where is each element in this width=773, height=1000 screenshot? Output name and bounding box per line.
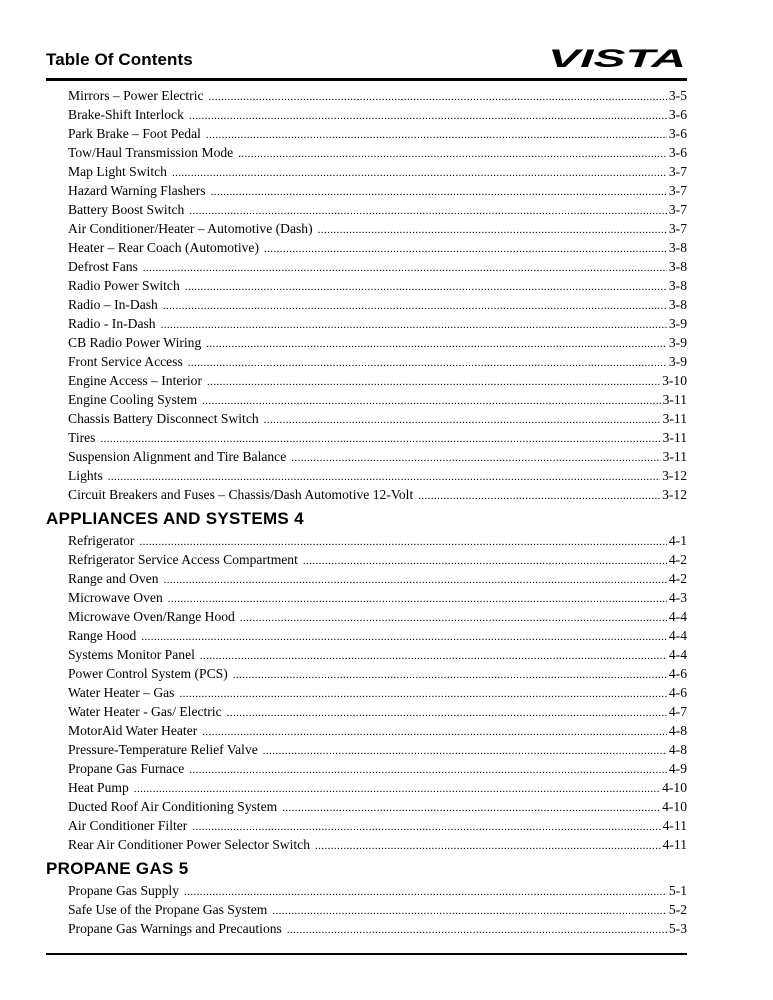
toc-entry-page: 4-6 — [668, 685, 687, 700]
toc-entry[interactable] — [68, 447, 687, 466]
page-title: Table Of Contents — [46, 50, 193, 69]
toc-entry[interactable] — [68, 276, 687, 295]
toc-entry-title: Heat Pump — [68, 780, 129, 795]
dot-leader — [179, 685, 666, 702]
toc-entry-title: Brake-Shift Interlock — [68, 107, 184, 122]
dot-leader — [168, 590, 667, 607]
toc-entry-page: 4-10 — [662, 799, 687, 814]
toc-entry-page: 3-11 — [662, 411, 687, 426]
toc-entry-title: Defrost Fans — [68, 259, 138, 274]
toc-entry-page: 4-8 — [668, 742, 687, 757]
toc-entry[interactable] — [68, 569, 687, 588]
toc-entry-title: Lights — [68, 468, 103, 483]
toc-entry[interactable] — [68, 162, 687, 181]
toc-entry-page: 4-11 — [662, 837, 687, 852]
dot-leader — [207, 373, 660, 390]
toc-entry-title: Circuit Breakers and Fuses – Chassis/Dash Automotive 12-Volt — [68, 487, 414, 502]
toc-entry-page: 5-1 — [668, 883, 687, 898]
page-header — [46, 44, 686, 78]
dot-leader — [206, 126, 667, 143]
toc-entry-page: 5-3 — [668, 921, 687, 936]
dot-leader — [211, 183, 667, 200]
toc-entry-page: 3-7 — [668, 164, 687, 179]
toc-entry-page: 3-8 — [668, 297, 687, 312]
toc-entry-title: Hazard Warning Flashers — [68, 183, 206, 198]
toc-entry-title: Tires — [68, 430, 96, 445]
toc-entry-page: 3-8 — [668, 259, 687, 274]
dot-leader — [189, 107, 667, 124]
dot-leader — [161, 316, 667, 333]
toc-entry-title: Microwave Oven — [68, 590, 163, 605]
dot-leader — [272, 902, 667, 919]
toc-entry-title: Air Conditioner/Heater – Automotive (Dash) — [68, 221, 313, 236]
toc-entry[interactable] — [68, 900, 687, 919]
toc-entry[interactable] — [68, 86, 687, 105]
toc-entry-title: Safe Use of the Propane Gas System — [68, 902, 268, 917]
toc-entry-title: Water Heater - Gas/ Electric — [68, 704, 222, 719]
toc-entry[interactable] — [68, 390, 687, 409]
vista-logo — [546, 46, 688, 70]
toc-entry[interactable] — [68, 466, 687, 485]
dot-leader — [200, 647, 667, 664]
toc-entry-title: Battery Boost Switch — [68, 202, 185, 217]
dot-leader — [163, 297, 667, 314]
toc-entry-page: 4-9 — [668, 761, 687, 776]
logo-text: VISTA — [548, 46, 686, 70]
toc-entry-title: Propane Gas Furnace — [68, 761, 185, 776]
toc-entry-title: Microwave Oven/Range Hood — [68, 609, 235, 624]
dot-leader — [143, 259, 667, 276]
toc-entry-title: Ducted Roof Air Conditioning System — [68, 799, 278, 814]
toc-entry-page: 4-7 — [668, 704, 687, 719]
toc-entry-title: Refrigerator — [68, 533, 135, 548]
toc-entry-page: 3-6 — [668, 145, 687, 160]
toc-entry-title: Rear Air Conditioner Power Selector Switch — [68, 837, 310, 852]
toc-entry[interactable] — [68, 143, 687, 162]
toc-entry[interactable] — [68, 740, 687, 759]
toc-entry-title: Mirrors – Power Electric — [68, 88, 204, 103]
toc-entry[interactable] — [68, 626, 687, 645]
dot-leader — [282, 799, 660, 816]
toc-entry[interactable] — [68, 683, 687, 702]
section-heading: APPLIANCES AND SYSTEMS 4 — [46, 509, 304, 528]
dot-leader — [240, 609, 667, 626]
dot-leader — [318, 221, 667, 238]
toc-entry-title: Pressure-Temperature Relief Valve — [68, 742, 258, 757]
toc-entry-title: Engine Access – Interior — [68, 373, 203, 388]
toc-entry-page: 3-9 — [668, 316, 687, 331]
toc-entry-title: Systems Monitor Panel — [68, 647, 195, 662]
toc-entry-title: Water Heater – Gas — [68, 685, 175, 700]
toc-entry[interactable] — [68, 333, 687, 352]
toc-entry-title: Refrigerator Service Access Compartment — [68, 552, 298, 567]
dot-leader — [164, 571, 667, 588]
toc-entry-title: Propane Gas Supply — [68, 883, 180, 898]
toc-entry[interactable] — [68, 607, 687, 626]
dot-leader — [108, 468, 660, 485]
toc-entry-page: 4-4 — [668, 628, 687, 643]
toc-entry-title: Radio – In-Dash — [68, 297, 158, 312]
toc-entry[interactable] — [68, 200, 687, 219]
dot-leader — [291, 449, 660, 466]
toc-entry-page: 3-8 — [668, 240, 687, 255]
toc-entry-page: 4-1 — [668, 533, 687, 548]
toc-entry[interactable] — [68, 295, 687, 314]
table-of-contents — [46, 86, 687, 938]
toc-entry[interactable] — [68, 881, 687, 900]
toc-entry[interactable] — [68, 219, 687, 238]
dot-leader — [192, 818, 660, 835]
toc-entry-page: 4-3 — [668, 590, 687, 605]
dot-leader — [418, 487, 660, 504]
toc-entry-title: Front Service Access — [68, 354, 183, 369]
toc-entry[interactable] — [68, 664, 687, 683]
toc-entry[interactable] — [68, 314, 687, 333]
toc-entry-title: Air Conditioner Filter — [68, 818, 188, 833]
toc-entry-page: 3-8 — [668, 278, 687, 293]
toc-entry-title: Radio - In-Dash — [68, 316, 156, 331]
toc-entry[interactable] — [68, 428, 687, 447]
toc-entry-page: 3-9 — [668, 335, 687, 350]
toc-entry[interactable] — [68, 531, 687, 550]
toc-entry-page: 4-2 — [668, 552, 687, 567]
toc-entry[interactable] — [68, 919, 687, 938]
toc-entry[interactable] — [68, 778, 687, 797]
toc-entry-title: MotorAid Water Heater — [68, 723, 198, 738]
dot-leader — [263, 742, 667, 759]
toc-entry-page: 4-8 — [668, 723, 687, 738]
toc-entry[interactable] — [68, 588, 687, 607]
toc-entry-page: 4-11 — [662, 818, 687, 833]
toc-entry-page: 4-6 — [668, 666, 687, 681]
toc-entry[interactable] — [68, 485, 687, 504]
dot-leader — [264, 411, 661, 428]
dot-leader — [287, 921, 667, 938]
dot-leader — [303, 552, 667, 569]
dot-leader — [206, 335, 667, 352]
toc-entry-title: Radio Power Switch — [68, 278, 180, 293]
section-heading: PROPANE GAS 5 — [46, 859, 189, 878]
toc-entry-page: 3-6 — [668, 107, 687, 122]
dot-leader — [189, 761, 667, 778]
toc-entry-page: 3-12 — [662, 468, 687, 483]
toc-entry-title: Range Hood — [68, 628, 137, 643]
toc-entry-title: Tow/Haul Transmission Mode — [68, 145, 234, 160]
toc-entry[interactable] — [68, 352, 687, 371]
dot-leader — [141, 628, 667, 645]
toc-entry-page: 3-7 — [668, 183, 687, 198]
toc-entry[interactable] — [68, 105, 687, 124]
toc-entry-page: 4-4 — [668, 609, 687, 624]
dot-leader — [264, 240, 667, 257]
toc-entry-title: Propane Gas Warnings and Precautions — [68, 921, 282, 936]
toc-entry[interactable] — [68, 550, 687, 569]
toc-entry-title: Power Control System (PCS) — [68, 666, 228, 681]
dot-leader — [185, 278, 667, 295]
toc-entry-title: Range and Oven — [68, 571, 159, 586]
dot-leader — [315, 837, 661, 854]
toc-entry[interactable] — [68, 797, 687, 816]
toc-entry-title: CB Radio Power Wiring — [68, 335, 202, 350]
dot-leader — [139, 533, 666, 550]
toc-entry[interactable] — [68, 181, 687, 200]
toc-entry-page: 3-12 — [662, 487, 687, 502]
toc-entry-page: 3-7 — [668, 202, 687, 217]
dot-leader — [209, 88, 667, 105]
toc-entry-page: 4-2 — [668, 571, 687, 586]
dot-leader — [227, 704, 667, 721]
toc-entry-page: 5-2 — [668, 902, 687, 917]
toc-entry-page: 4-4 — [668, 647, 687, 662]
dot-leader — [184, 883, 667, 900]
toc-entry-title: Suspension Alignment and Tire Balance — [68, 449, 287, 464]
dot-leader — [100, 430, 660, 447]
toc-entry-page: 4-10 — [662, 780, 687, 795]
dot-leader — [134, 780, 660, 797]
dot-leader — [202, 723, 667, 740]
toc-entry-page: 3-10 — [662, 373, 687, 388]
toc-entry-page: 3-7 — [668, 221, 687, 236]
toc-entry-page: 3-11 — [662, 392, 687, 407]
toc-entry[interactable] — [68, 645, 687, 664]
dot-leader — [238, 145, 667, 162]
toc-entry[interactable] — [68, 721, 687, 740]
toc-entry[interactable] — [68, 816, 687, 835]
toc-entry-title: Park Brake – Foot Pedal — [68, 126, 201, 141]
toc-entry-title: Chassis Battery Disconnect Switch — [68, 411, 259, 426]
dot-leader — [189, 202, 667, 219]
header-rule — [46, 78, 687, 81]
dot-leader — [172, 164, 667, 181]
toc-entry-title: Map Light Switch — [68, 164, 167, 179]
toc-entry-title: Heater – Rear Coach (Automotive) — [68, 240, 259, 255]
toc-entry-page: 3-9 — [668, 354, 687, 369]
toc-entry[interactable] — [68, 759, 687, 778]
dot-leader — [188, 354, 667, 371]
toc-entry-page: 3-11 — [662, 449, 687, 464]
toc-entry[interactable] — [68, 409, 687, 428]
dot-leader — [233, 666, 667, 683]
dot-leader — [202, 392, 660, 409]
toc-entry[interactable] — [68, 371, 687, 390]
toc-entry[interactable] — [68, 257, 687, 276]
toc-entry-title: Engine Cooling System — [68, 392, 198, 407]
toc-entry-page: 3-5 — [668, 88, 687, 103]
toc-entry-page: 3-11 — [662, 430, 687, 445]
toc-entry[interactable] — [68, 835, 687, 854]
toc-entry-page: 3-6 — [668, 126, 687, 141]
toc-entry[interactable] — [68, 124, 687, 143]
toc-entry[interactable] — [68, 702, 687, 721]
footer-rule — [46, 953, 687, 955]
toc-entry[interactable] — [68, 238, 687, 257]
